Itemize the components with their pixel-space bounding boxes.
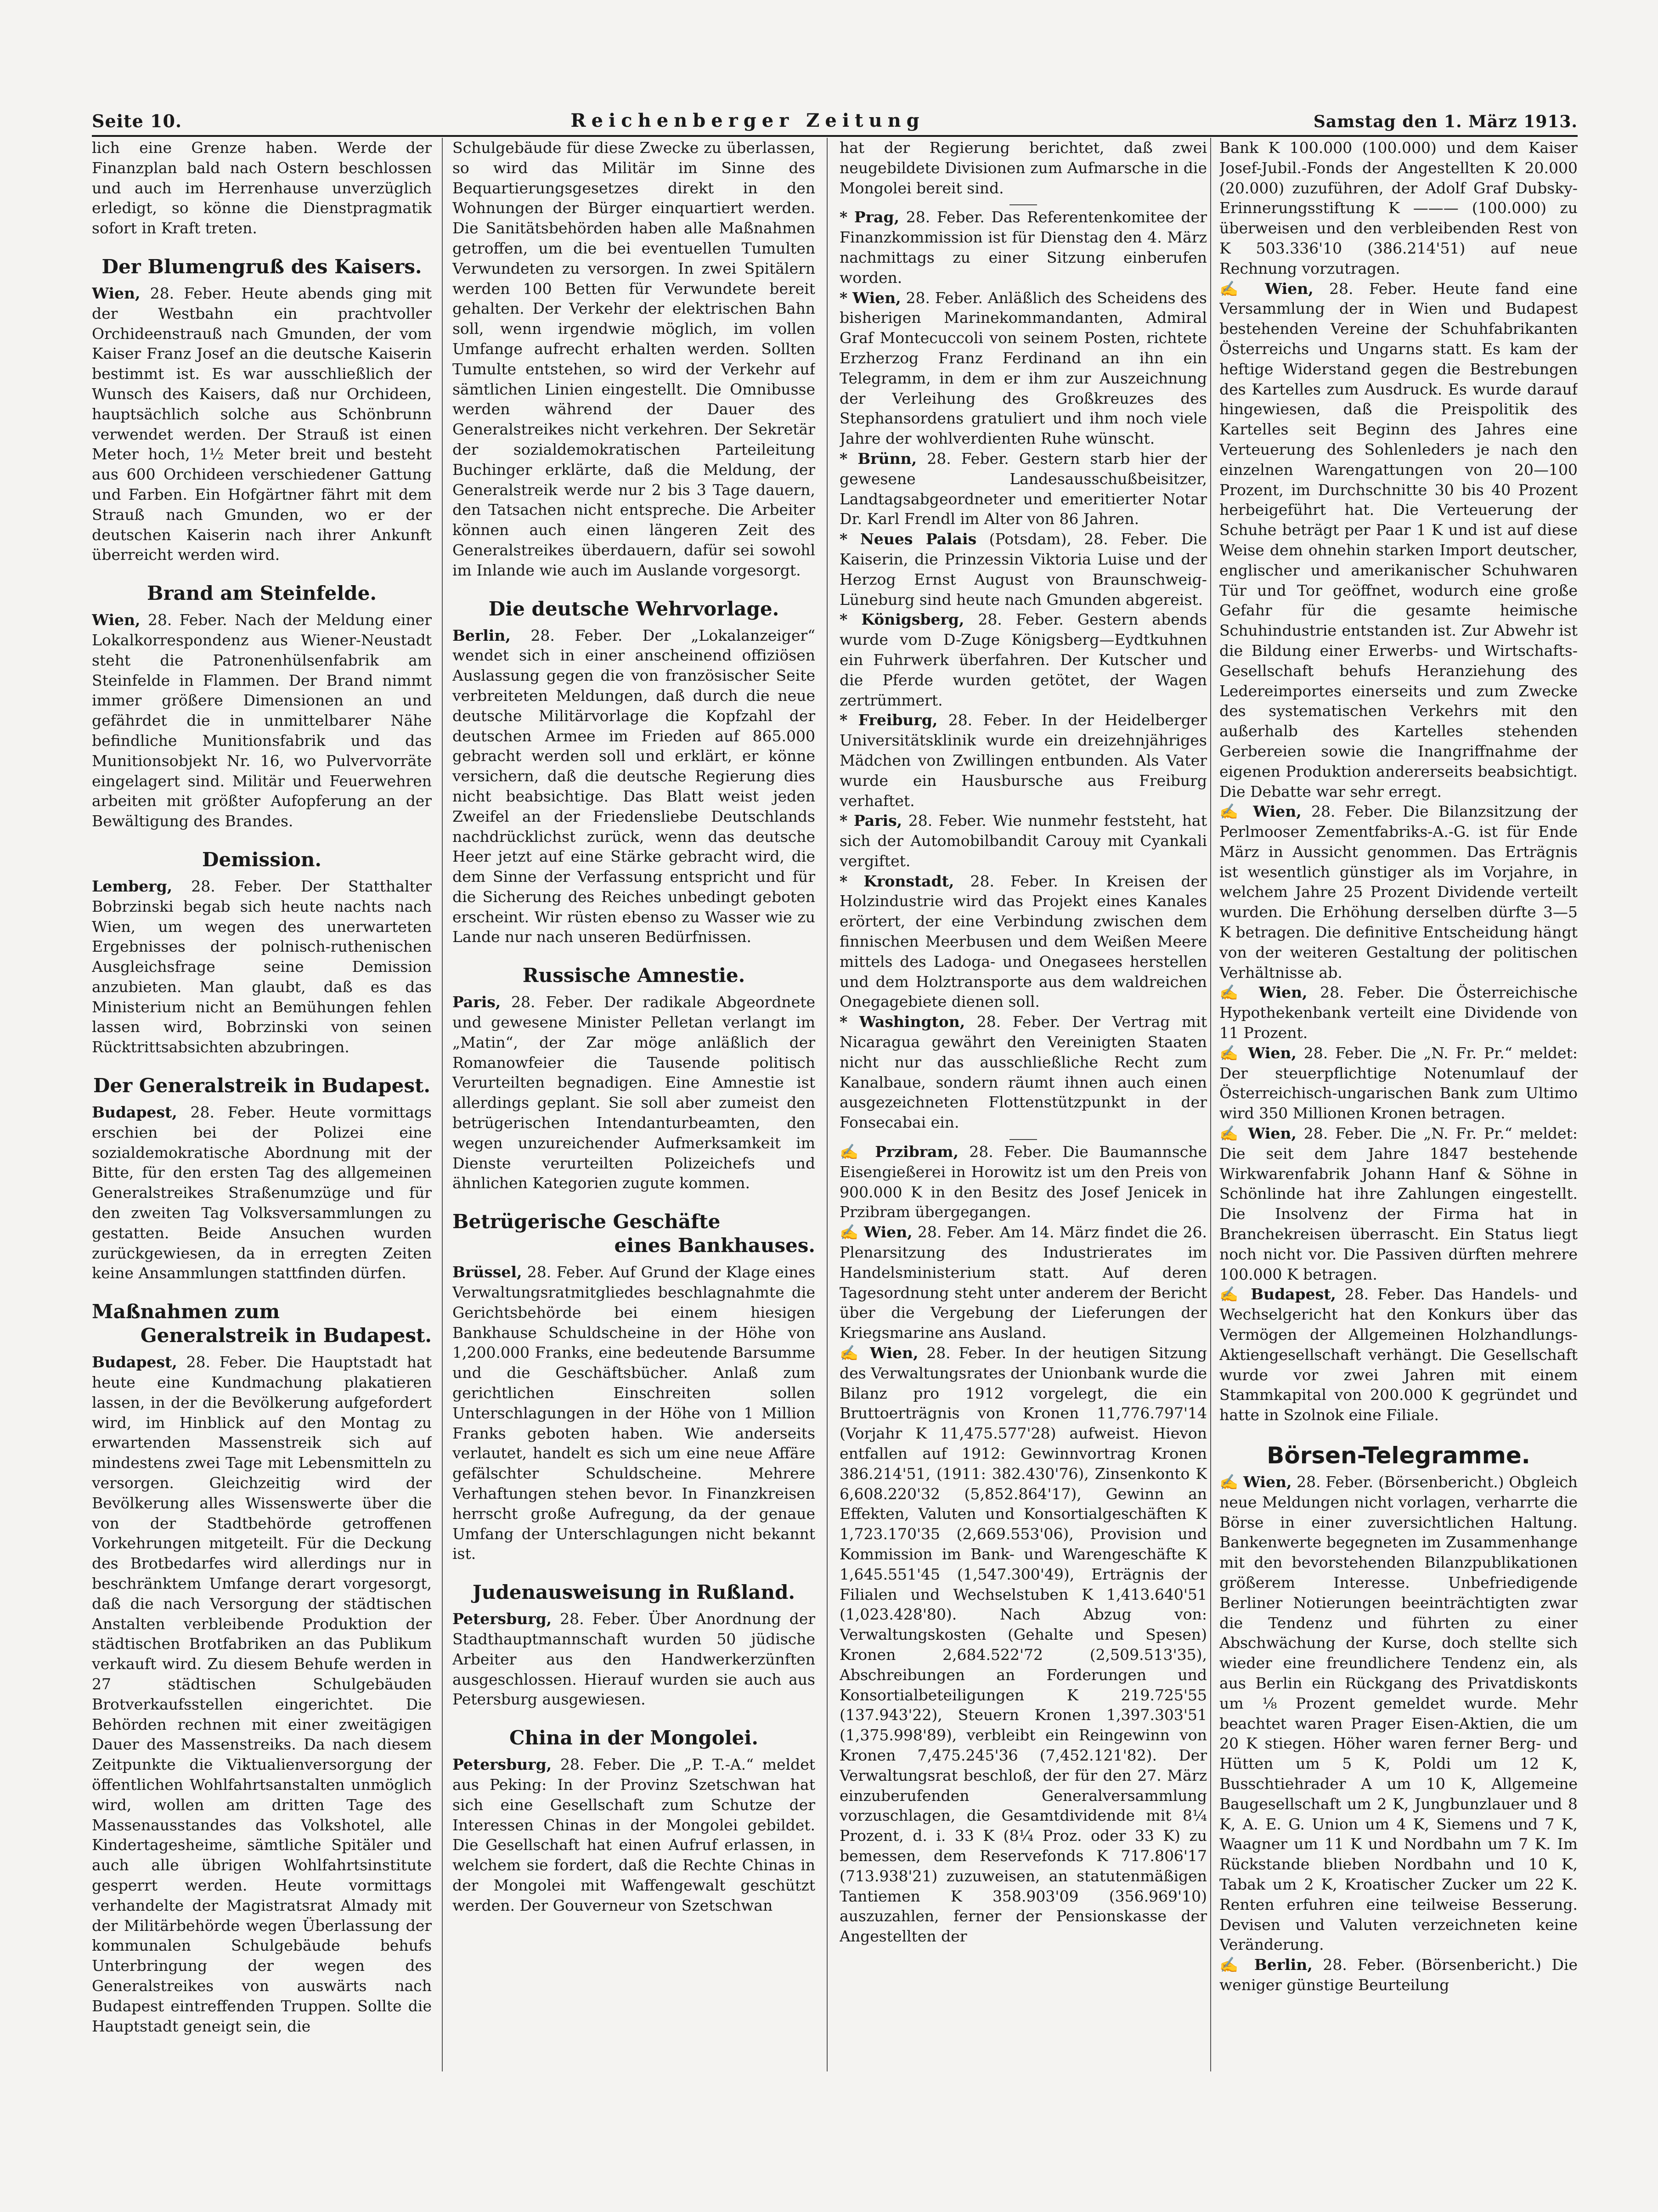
article-text: 28. Feber. Die „N. Fr. Pr.“ meldet: Die seit dem Jahre 1847 bestehende Wirkwarenfabrik Johann Hanf & Söhne in Schönlinde hat ihre Zahlungen eingestellt. Die Insolvenz der Firma hat in Branchekreisen überrascht. Ein Status liegt noch nicht vor. Die Passiven dürften mehrere 100.000 K betragen. [1219, 1124, 1578, 1283]
news-item [840, 1222, 1207, 1343]
article-text: 28. Feber. (Börsenbericht.) Die weniger günstige Beurteilung [1219, 1956, 1578, 1994]
dateline: Königsberg, [861, 610, 964, 629]
economy-mark-icon: ✍ [1219, 279, 1249, 298]
news-item [1219, 1955, 1578, 1995]
page-number: Seite 10. [92, 111, 182, 131]
article-text: 28. Feber. In der Heidelberger Universitätsklinik wurde ein dreizehnjähriges Mädchen von Zwillingen entbunden. Als Vater wurde ein Hausbursche aus Freiburg verhaftet. [840, 711, 1207, 810]
dateline: Wien, [92, 611, 141, 629]
article [92, 1352, 432, 2036]
asterisk-icon: * [840, 288, 848, 307]
article-text: 28. Feber. Heute vormittags erschien bei der Polizei eine sozialdemokratische Abordnung mit der Bitte, für den ersten Tag des allgemeinen Generalstreikes Straßenumzüge und für den zweiten Tag Volksversammlungen zu gestatten. Beide Ansuchen wurden zurückgewiesen, da in erregten Zeiten keine Ansammlungen stattfinden dürfen. [92, 1103, 432, 1282]
article-text: 28. Feber. Anläßlich des Scheidens des bisherigen Marinekommandanten, Admiral Graf Montecuccoli von seinem Posten, richtete Erzherzog Franz Ferdinand an ihn ein Telegramm, in dem er ihm zur Auszeichnung der Verleihung des Großkreuzes des Stephansordens gratuliert und ihm noch viele Jahre der wohlverdienten Ruhe wünscht. [840, 288, 1207, 448]
asterisk-icon: * [840, 1013, 848, 1031]
dateline: Prag, [854, 208, 900, 226]
article-continuation [840, 138, 1207, 198]
article [92, 1102, 432, 1283]
news-item [840, 207, 1207, 288]
dateline: Wien, [864, 1223, 913, 1241]
article [92, 876, 432, 1057]
article-text: 28. Feber. Das Handels- und Wechselgericht hat den Konkurs über das Vermögen der Allgemeinen Holzhandlungs-Aktiengesellschaft verhängt. Die Gesellschaft wurde vor zwei Jahren mit einem Stammkapital von 200.000 K gegründet und hatte in Szolnok eine Filiale. [1219, 1285, 1578, 1424]
article-text: 28. Feber. In der heutigen Sitzung des Verwaltungsrates der Unionbank wurde die Bilanz pro 1912 vorgelegt, die ein Bruttoerträgnis von Kronen 11,776.797'14 (Vorjahr K 11,475.577'28) aufweist. Hievon entfallen auf 1912: Gewinnvortrag Kronen 386.214'51, (1911: 382.430'76), Zinsenkonto K 6,608.220'32 (5,852.864'17), Gewinn an Effekten, Valuten und Konsortialgeschäften K 1,723.170'35 (2,669.553'06), Provision und Kommission im Bank- und Warengeschäfte K 1,645.551'45 (1,547.300'49), Erträgnis der Filialen und Wechselstuben K 1,413.640'51 (1,023.428'80). Nach Abzug von: Verwaltungskosten (Gehalte und Spesen) Kronen 2,684.522'72 (2,509.513'35), Abschreibungen an Forderungen und Konsortialbeteiligungen K 219.725'55 (137.943'22), Steuern Kronen 1,397.303'51 (1,375.998'89), verbleibt ein Reingewinn von Kronen 7,475.245'36 (7,452.121'82). Der Verwaltungsrat beschloß, der für den 27. März einzuberufenden Generalversammlung vorzuschlagen, die Gesamtdividende mit 8¼ Prozent, d. i. 33 K (8¼ Proz. oder 33 K) zu bemessen, dem Reservefonds K 717.806'17 (713.938'21) zuzuweisen, an statutenmäßigen Tantiemen K 358.903'09 (356.969'10) auszuzahlen, ferner der Pensionskasse der Angestellten der [840, 1344, 1207, 1946]
separator [1009, 204, 1037, 205]
column-divider [827, 138, 828, 2071]
headline-continuation: eines Bankhauses. [614, 1234, 815, 1257]
dateline: Wien, [1248, 1124, 1297, 1143]
economy-mark-icon: ✍ [840, 1143, 864, 1161]
economy-mark-icon: ✍ [840, 1223, 859, 1241]
article-text: 28. Feber. Die Hauptstadt hat heute eine Kundmachung plakatieren lassen, in der die Bevölkerung aufgefordert wird, im Hinblick auf den Montag zu erwartenden Massenstreik sich auf mindestens zwei Tage mit Lebensmitteln zu versorgen. Gleichzeitig wird der Bevölkerung alles Wissenswerte über die von der Stadtbehörde getroffenen Vorkehrungen mitgeteilt. Für die Deckung des Brotbedarfes wird allerdings nur in beschränktem Umfange derart vorgesorgt, daß die nach Versorgung der städtischen Anstalten verbleibende Produktion der städtischen Brotfabriken an das Publikum verkauft wird. Zu diesem Behufe werden in 27 städtischen Schulgebäuden Brotverkaufsstellen eingerichtet. Die Behörden rechnen mit einer zweitägigen Dauer des Massenstreiks. Da nach diesem Zeitpunkte die Viktualienversorgung der öffentlichen Wohlfahrtsanstalten unmöglich wird, wollen am dritten Tage des Massenausstandes das Volkshotel, alle Kindertagesheime, sämtliche Spitäler und auch alle übrigen Wohlfahrtsinstitute gesperrt werden. Heute vormittags verhandelte der Magistratsrat Almady mit der Militärbehörde wegen Überlassung der kommunalen Schulgebäude behufs Unterbringung der wegen des Generalstreikes von auswärts nach Budapest eintreffenden Truppen. Sollte die Hauptstadt geneigt sein, die [92, 1353, 432, 2035]
article-text: 28. Feber. Wie nunmehr feststeht, hat sich der Automobilbandit Carouy mit Cyankali vergiftet. [840, 812, 1207, 870]
economy-mark-icon: ✍ [1219, 1044, 1241, 1062]
headline: Betrügerische Geschäfte [452, 1210, 721, 1233]
article [452, 1609, 815, 1710]
article-text: 28. Feber. Gestern starb hier der gewesene Landesausschußbeisitzer, Landtagsabgeordneter und emeritierter Notar Dr. Karl Frendl im Alter von 86 Jahren. [840, 449, 1207, 528]
article-text: 28. Feber. (Börsenbericht.) Obgleich neue Meldungen nicht vorlagen, verharrte die Börse in einer zuversichtlichen Haltung. Bankenwerte begegneten im Zusammenhange mit den bevorstehenden Bilanzpublikationen größerem Interesse. Unbefriedigende Berliner Notierungen beeinträchtigten zwar die Tendenz und führten zu einer Abschwächung der Kurse, doch stellte sich wieder eine freundlichere Tendenz ein, als aus Berlin ein Rückgang des Privatdiskonts um ⅛ Prozent gemeldet wurde. Mehr beachtet waren Prager Eisen-Aktien, die um 20 K stiegen. Höher waren ferner Berg- und Hütten um 5 K, Poldi um 12 K, Busschtiehrader A um 10 K, Allgemeine Baugesellschaft um 2 K, Jungbunzlauer und 8 K, A. E. G. Union um 4 K, Siemens und 7 K, Waagner um 11 K und Nordbahn um 7 K. Im Rückstande blieben Nordbahn und 10 K, Tabak um 2 K, Kroatischer Zucker um 22 K. Renten erfuhren eine teilweise Besserung. Devisen und Valuten verzeichneten keine Veränderung. [1219, 1473, 1578, 1954]
news-item [1219, 1043, 1578, 1123]
article-text: 28. Feber. Die Österreichische Hypothekenbank verteilt eine Dividende von 11 Prozent. [1219, 983, 1578, 1042]
dateline: Wien, [870, 1344, 919, 1362]
news-item [840, 609, 1207, 710]
news-item [840, 710, 1207, 811]
dateline: Petersburg, [452, 1610, 552, 1628]
news-item [840, 288, 1207, 449]
asterisk-icon: * [840, 812, 848, 830]
article-text: 28. Feber. Die Bilanzsitzung der Perlmooser Zementfabriks-A.-G. ist für Ende März in Aussicht genommen. Das Erträgnis ist wesentlich günstiger als im Vorjahre, in welchem Jahre 25 Prozent Dividende verteilt wurden. Die Erhöhung derselben dürfte 3—5 K betragen. Die definitive Entscheidung hängt von der weiteren Gestaltung der politischen Verhältnisse ab. [1219, 802, 1578, 982]
news-item [1219, 982, 1578, 1043]
news-item [840, 1343, 1207, 1947]
news-item [840, 1142, 1207, 1222]
article-continuation [452, 138, 815, 581]
headline: Der Generalstreik in Budapest. [93, 1074, 431, 1097]
column-3 [840, 138, 1207, 2071]
dateline: Wien, [1243, 1473, 1292, 1491]
dateline: Wien, [1248, 1044, 1297, 1062]
article-text: 28. Feber. Die Baumannsche Eisengießerei in Horowitz ist um den Preis von 900.000 K in den Besitz des Josef Jenicek in Przibram übergegangen. [840, 1143, 1207, 1221]
dateline: Wien, [852, 288, 901, 307]
economy-mark-icon: ✍ [1219, 1473, 1239, 1491]
article [92, 610, 432, 831]
article-text: 28. Feber. Über Anordnung der Stadthauptmannschaft wurden 50 jüdische Arbeiter aus den Handwerkerzünften ausgeschlossen. Hierauf wurden sie auch aus Petersburg ausgewiesen. [452, 1610, 815, 1709]
article [452, 992, 815, 1193]
headline: Brand am Steinfelde. [147, 582, 377, 605]
header-rule [92, 135, 1578, 137]
article-text: 28. Feber. Der Vertrag mit Nicaragua gewährt den Vereinigten Staaten nicht nur das ausschließliche Recht zum Kanalbaue, sondern räumt ihnen auch einen ausgezeichneten Flottenstützpunkt in der Fonsecabai ein. [840, 1013, 1207, 1132]
article-continuation [92, 138, 432, 238]
economy-mark-icon: ✍ [1219, 1124, 1241, 1143]
dateline: Wien, [1258, 983, 1308, 1002]
article-continuation [1219, 138, 1578, 279]
article-text: 28. Feber. Auf Grund der Klage eines Verwaltungsratmitgliedes beschlagnahmte die Gerichtsbehörde bei einem hiesigen Bankhause Schuldscheine in der Höhe von 1,200.000 Franks, eine bedeutende Barsumme und die Geschäftsbücher. Anlaß zum gerichtlichen Einschreiten sollen Unterschlagungen in der Höhe von 1 Million Franks geboten haben. Wie anderseits verlautet, handelt es sich um eine neue Affäre gefälschter Schuldscheine. Mehrere Verhaftungen stehen bevor. In Finanzkreisen herrscht große Aufregung, da der genaue Umfang der Unterschlagungen nicht bekannt ist. [452, 1263, 815, 1563]
economy-mark-icon: ✍ [840, 1344, 862, 1362]
economy-mark-icon: ✍ [1219, 1285, 1242, 1304]
section-headline: Börsen-Telegramme. [1267, 1442, 1530, 1469]
column-divider [442, 138, 443, 2071]
article-text: 28. Feber. Der „Lokalanzeiger“ wendet sich in einer anscheinend offiziösen Auslassung gegen die von französischer Seite verbreiteten Meldungen, daß durch die neue deutsche Militärvorlage die Kopfzahl der deutschen Armee im Frieden auf 865.000 gebracht werden soll und erklärt, er könne versichern, daß die deutsche Regierung dies nicht beabsichtige. Das Blatt weist jeden Zweifel an der Friedensliebe Deutschlands nachdrücklichst zurück, wenn das deutsche Heer jetzt auf eine Stärke gebracht wird, die dem Sinne der Verfassung entspricht und für die Sicherung des Reiches unbedingt geboten erscheint. Wir rüsten ebenso zu Wasser wie zu Lande nur nach unseren Bedürfnissen. [452, 626, 815, 946]
dateline: Brüssel, [452, 1263, 522, 1281]
article-text: 28. Feber. Die „N. Fr. Pr.“ meldet: Der steuerpflichtige Notenumlauf der Österreichisch-ungarischen Bank zum Ultimo wird 350 Millionen Kronen betragen. [1219, 1044, 1578, 1123]
dateline: Freiburg, [858, 711, 938, 729]
article-text: (Potsdam), 28. Feber. Die Kaiserin, die Prinzessin Viktoria Luise und der Herzog Ernst August von Braunschweig-Lüneburg sind heute nach Gmunden abgereist. [840, 530, 1207, 609]
newspaper-title: Reichenberger Zeitung [570, 110, 925, 131]
headline: Russische Amnestie. [522, 964, 745, 987]
dateline: Przibram, [875, 1143, 959, 1161]
economy-mark-icon: ✍ [1219, 983, 1246, 1002]
column-4 [1219, 138, 1578, 2071]
news-item [1219, 1284, 1578, 1425]
article-text: 28. Feber. Heute fand eine Versammlung der in Wien und Budapest bestehenden Vereine der Schuhfabrikanten Österreichs und Ungarns statt. Es kam der heftige Widerstand gegen die Bestrebungen des Kartelles zum Ausdruck. Es wurde darauf hingewiesen, daß die Preispolitik des Kartelles seit Beginn des Jahres eine Verteuerung des Sohlenleders je nach den einzelnen Warengattungen von 20—100 Prozent, im Durchschnitte 30 bis 40 Prozent herbeigeführt hat. Die Verteuerung der Schuhe beträgt per Paar 1 K und ist auf diese Weise dem ohnehin starken Import deutscher, englischer und amerikanischer Schuhwaren Tür und Tor geöffnet, wodurch eine große Gefahr für die gesamte heimische Schuhindustrie entstanden ist. Zur Abwehr ist die Bildung einer Erwerbs- und Wirtschafts-Gesellschaft behufs Heranziehung des Ledereimportes einerseits und zum Zwecke des systematischen Verkehrs mit den außerhalb des Kartelles stehenden Gerbereien sowie die Inangriffnahme der eigenen Produktion andererseits beabsichtigt. Die Debatte war sehr erregt. [1219, 279, 1578, 801]
article-text: 28. Feber. Am 14. März findet die 26. Plenarsitzung des Industrierates im Handelsministerium statt. Auf deren Tagesordnung steht unter anderem der Bericht über die Vergebung der Lieferungen der Kriegsmarine ans Ausland. [840, 1223, 1207, 1342]
dateline: Kronstadt, [863, 872, 954, 890]
article-text: Schulgebäude für diese Zwecke zu überlassen, so wird das Militär im Sinne des Bequartierungsgesetzes direkt in den Wohnungen der Bürger einquartiert werden. Die Sanitätsbehörden haben alle Maßnahmen getroffen, um die bei eventuellen Tumulten Verwundeten zu versorgen. In zwei Spitälern werden 100 Betten für Verwundete bereit gehalten. Der Verkehr der elektrischen Bahn soll, wenn irgendwie möglich, im vollen Umfange aufrecht erhalten werden. Sollten Tumulte entstehen, so wird der Verkehr auf sämtlichen Linien eingestellt. Die Omnibusse werden während der Dauer des Generalstreikes nicht verkehren. Der Sekretär der sozialdemokratischen Parteileitung Buchinger erklärte, daß die Meldung, der Generalstreik werde nur 2 bis 3 Tage dauern, den Tatsachen nicht entspreche. Die Arbeiter können auch einen längeren Zeit des Generalstreikes überdauern, dafür sei sowohl im Inlande wie auch im Auslande vorgesorgt. [452, 139, 815, 579]
headline-continuation: Generalstreik in Budapest. [140, 1324, 432, 1347]
dateline: Budapest, [92, 1353, 177, 1371]
article [92, 283, 432, 565]
dateline: Berlin, [452, 626, 511, 644]
asterisk-icon: * [840, 208, 848, 226]
dateline: Lemberg, [92, 877, 173, 895]
dateline: Budapest, [1251, 1285, 1336, 1304]
dateline: Petersburg, [452, 1755, 552, 1774]
news-item [840, 811, 1207, 871]
economy-mark-icon: ✍ [1219, 802, 1243, 821]
article-text: hat der Regierung berichtet, daß zwei neugebildete Divisionen zum Aufmarsche in die Mongolei bereit sind. [840, 139, 1207, 197]
dateline: Paris, [452, 993, 501, 1011]
article [452, 1262, 815, 1564]
column-2 [452, 138, 815, 2071]
article-text: 28. Feber. Der Statthalter Bobrzinski begab sich heute nachts nach Wien, um wegen des unerwarteten Ergebnisses der polnisch-ruthenischen Ausgleichsfrage seine Demission anzubieten. Man glaubt, daß es das Ministerium nicht an Bemühungen fehlen lassen wird, Bobrzinski von seinen Rücktrittsabsichten abzubringen. [92, 877, 432, 1056]
headline: Der Blumengruß des Kaisers. [102, 255, 422, 278]
dateline: Brünn, [857, 449, 917, 468]
masthead [92, 104, 1578, 131]
dateline: Wien, [1265, 279, 1314, 298]
column-divider [1210, 138, 1211, 2071]
headline: Maßnahmen zum [92, 1300, 280, 1323]
headline: Die deutsche Wehrvorlage. [488, 597, 779, 620]
dateline: Paris, [853, 812, 902, 830]
headline: Judenausweisung in Rußland. [472, 1581, 795, 1604]
article-text: 28. Feber. In Kreisen der Holzindustrie wird das Projekt eines Kanales erörtert, der eine Verbindung zwischen dem finnischen Meerbusen und dem Weißen Meere mittels des Ladoga- und Onegasees herstellen und dem Holztransporte aus dem waldreichen Onegagebiete dienen soll. [840, 872, 1207, 1011]
article-text: 28. Feber. Die „P. T.-A.“ meldet aus Peking: In der Provinz Szetschwan hat sich eine Gesellschaft zum Schutze der Interessen Chinas in der Mongolei gebildet. Die Gesellschaft hat einen Aufruf erlassen, in welchem sie fordert, daß die Rechte Chinas in der Mongolei mit Waffengewalt geschützt werden. Der Gouverneur von Szetschwan [452, 1755, 815, 1914]
article-text: 28. Feber. Heute abends ging mit der Westbahn ein prachtvoller Orchideenstrauß nach Gmunden, der vom Kaiser Franz Josef an die deutsche Kaiserin bestimmt ist. Es war ausschließlich der Wunsch des Kaisers, daß nur Orchideen, hauptsächlich solche aus Schönbrunn verwendet werden. Der Strauß ist einen Meter hoch, 1½ Meter breit und besteht aus 600 Orchideen verschiedener Gattung und Farben. Ein Hofgärtner fährt mit dem Strauß nach Gmunden, wo er der deutschen Kaiserin nach ihrer Ankunft überreicht werden wird. [92, 284, 432, 564]
article-text: 28. Feber. Das Referentenkomitee der Finanzkommission ist für Dienstag den 4. März nachmittags zu einer Sitzung einberufen worden. [840, 208, 1207, 287]
asterisk-icon: * [840, 711, 848, 729]
headline: Demission. [202, 848, 321, 871]
article [452, 626, 815, 948]
news-item [1219, 1123, 1578, 1284]
dateline: Budapest, [92, 1103, 177, 1122]
article [452, 1755, 815, 1915]
news-item [840, 871, 1207, 1012]
dateline: Neues Palais [860, 530, 977, 548]
dateline: Washington, [859, 1013, 965, 1031]
dateline: Berlin, [1254, 1956, 1313, 1974]
asterisk-icon: * [840, 872, 848, 890]
article-text: 28. Feber. Der radikale Abgeordnete und gewesene Minister Pelletan verlangt im „Matin“, der Zar möge anläßlich der Romanowfeier die Tausende politisch Verurteilten begnadigen. Eine Amnestie ist allerdings geplant. Sie soll aber zumeist den betrügerischen Intendanturbeamten, den wegen unzureichender Aufmerksamkeit im Dienste verurteilten Polizeichefs und ähnlichen Kategorien zugute kommen. [452, 993, 815, 1192]
asterisk-icon: * [840, 530, 848, 548]
article-text: lich eine Grenze haben. Werde der Finanzplan bald nach Ostern beschlossen und auch im Herrenhause unverzüglich erledigt, so könne die Dienstpragmatik sofort in Kraft treten. [92, 139, 432, 237]
column-1 [92, 138, 432, 2071]
article-text: 28. Feber. Gestern abends wurde vom D-Zuge Königsberg—Eydtkuhnen ein Fuhrwerk überfahren. Der Kutscher und die Pferde wurden getötet, der Wagen zertrümmert. [840, 610, 1207, 709]
asterisk-icon: * [840, 449, 848, 468]
separator [1009, 1139, 1037, 1140]
issue-date: Samstag den 1. März 1913. [1313, 112, 1578, 131]
article-text: 28. Feber. Nach der Meldung einer Lokalkorrespondenz aus Wiener-Neustadt steht die Patronenhülsenfabrik am Steinfelde in Flammen. Der Brand nimmt immer größere Dimensionen an und gefährdet die in unmittelbarer Nähe befindliche Munitionsfabrik und das Munitionsobjekt Nr. 16, wo Pulvervorräte eingelagert sind. Militär und Feuerwehren arbeiten mit größter Aufopferung an der Bewältigung des Brandes. [92, 611, 432, 830]
asterisk-icon: * [840, 610, 848, 629]
news-item [1219, 1472, 1578, 1955]
news-item [1219, 279, 1578, 802]
news-item [1219, 801, 1578, 982]
news-item [840, 1012, 1207, 1133]
news-item [840, 529, 1207, 609]
headline: China in der Mongolei. [509, 1727, 758, 1749]
news-item [840, 449, 1207, 529]
dateline: Wien, [92, 284, 141, 302]
dateline: Wien, [1253, 802, 1302, 821]
economy-mark-icon: ✍ [1219, 1956, 1244, 1974]
article-text: Bank K 100.000 (100.000) und dem Kaiser Josef-Jubil.-Fonds der Angestellten K 20.000 (20.000) zuzuführen, der Adolf Graf Dubsky-Erinnerungsstiftung K ——— (100.000) zu überweisen und den verbleibenden Rest von K 503.336'10 (386.214'51) auf neue Rechnung vorzutragen. [1219, 139, 1578, 277]
